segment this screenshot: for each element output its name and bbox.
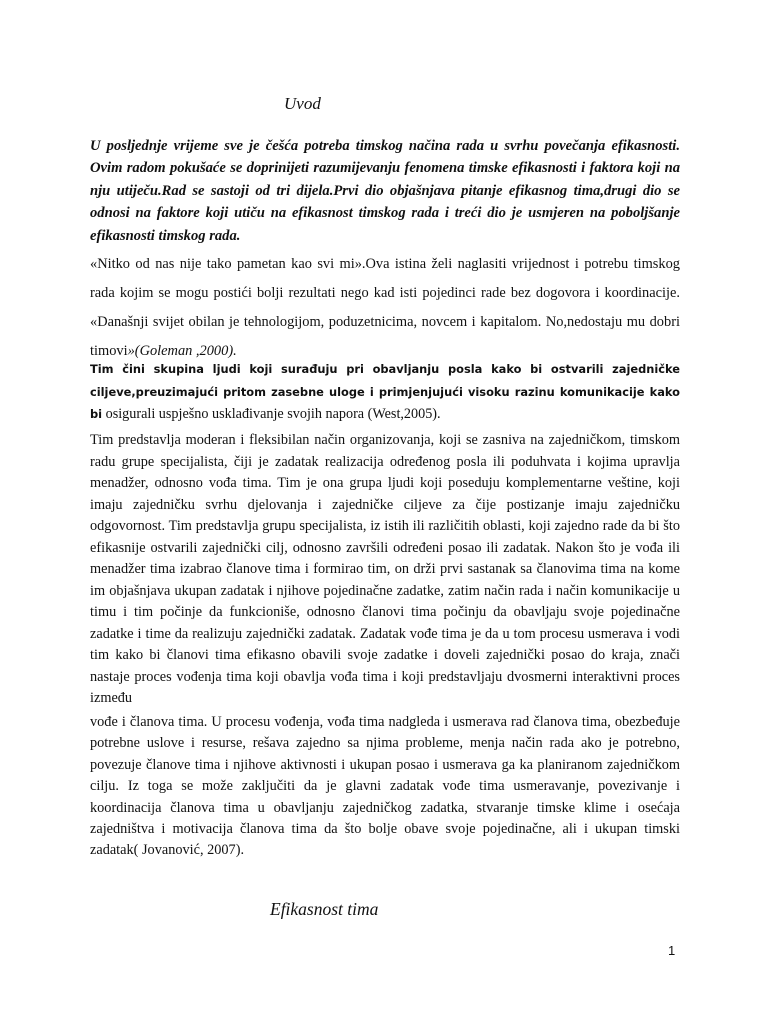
definition-serif-text: osigurali uspješno usklađivanje svojih napora (West,2005).	[102, 406, 441, 422]
quote-citation: »(Goleman ,2000).	[127, 343, 237, 359]
paragraph-team-leadership: vođe i članova tima. U procesu vođenja, vođa tima nadgleda i usmerava rad članova tima, obezbeđuje potrebne uslove i resurse, rešava zajedno sa njima probleme, menja način rada ako je potrebno, povezuje članove tima i njihove aktivnosti i ukupan posao i usmerava ga ka planiranom zajedničkom cilju. Iz toga se može zaključiti da je glavni zadatak vođe tima usmeravanje, povezivanje i koordinacija članova tima u obavljanju zajedničkog zadatka, stvaranje timske klime i osećaja zajedništva i motivacija članova tima da što bolje obave svoje pojedinačne, ali i ukupan timski zadatak( Jovanović, 2007).	[90, 714, 680, 859]
page-number: 1	[668, 943, 676, 958]
paragraph-definition	[90, 358, 680, 426]
intro-paragraph: U posljednje vrijeme sve je češća potreba timskog načina rada u svrhu povečanja efikasnosti. Ovim radom pokušaće se doprinijeti razumijevanju fenomena timske efikasnosti i faktora koji na nju utiječu.Rad se sastoji od tri dijela.Prvi dio objašnjava pitanje efikasnog tima,drugi dio se odnosi na faktore koji utiču na efikasnost timskog rada i treći dio je usmjeren na poboljšanje efikasnosti timskog rada.	[90, 138, 680, 244]
quote-text: «Nitko od nas nije tako pametan kao svi mi».Ova istina želi naglasiti vrijednost i potrebu timskog rada kojim se mogu postići bolji rezultati nego kad isti pojedinci rade bez dogovora i koordinacije. «Današnji svijet obilan je tehnologijom, poduzetnicima, novcem i kapitalom. No,nedostaju mu dobri timovi	[90, 256, 680, 359]
heading-efikasnost-tima: Efikasnost tima	[270, 899, 379, 919]
paragraph-team-organization: Tim predstavlja moderan i fleksibilan način organizovanja, koji se zasniva na zajedničkom, timskom radu grupe specijalista, čiji je zadatak realizacija određenog posla ili poduhvata i kojima upravlja menadžer, odnosno vođa tima. Tim je ona grupa ljudi koji poseduju komplementarne veštine, koji imaju zajedničku svrhu djelovanja i zajedničke ciljeve za čije postizanje imaju zajedničku odgovornost. Tim predstavlja grupu specijalista, iz istih ili različitih oblasti, koji zajedno rade da bi što efikasnije ostvarili zajednički cilj, odnosno završili određeni posao ili zadatak. Nakon što je vođa ili menadžer tima izabrao članove tima i formirao tim, on drži prvi sastanak sa članovima tima na kome im objašnjava ukupan zadatak i njihove pojedinačne zadatke, zatim način rada i način komunikacije u timu i tim počinje da funkcioniše, odnosno članovi tima počinju da obavljaju svoje pojedinačne zadatke i time da realizuju zajednički zadatak. Zadatak vođe tima je da u tom procesu usmerava i vodi tim kako bi članovi tima efikasno obavili svoje zadatke i doveli zajednički posao do kraja, znači nastaje proces vođenja tima koji obavlja vođa tima i koji predstavljaju dvosmerni interaktivni proces između	[90, 432, 680, 706]
paragraph-quote	[90, 250, 680, 366]
definition-sans-text: Tim čini skupina ljudi koji surađuju pri obavljanju posla kako bi ostvarili zajedničke ciljeve,preuzimajući pritom zasebne uloge i primjenjujući visoku razinu komunikacije kako bi	[90, 362, 680, 421]
heading-uvod: Uvod	[284, 94, 321, 113]
